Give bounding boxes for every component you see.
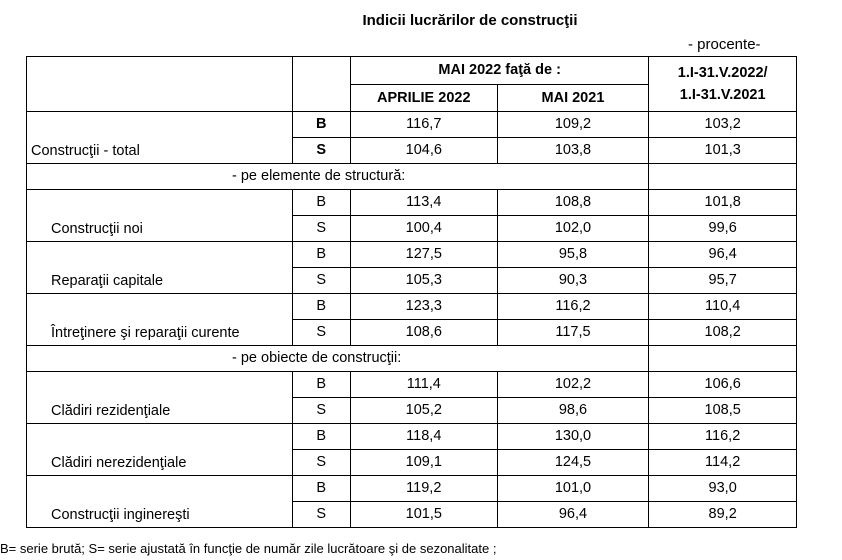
header-group-label: MAI 2022 faţă de :: [350, 57, 648, 85]
header-empty-label: [27, 57, 293, 112]
value-cell: 103,2: [649, 112, 797, 138]
series-type: S: [292, 450, 350, 476]
value-cell: 105,3: [350, 268, 497, 294]
value-cell: 111,4: [350, 372, 497, 398]
value-cell: 103,8: [497, 138, 649, 164]
table-row: [27, 242, 797, 268]
series-type: S: [292, 216, 350, 242]
row-label: Construcţii inginereşti: [27, 476, 293, 528]
footnote: B= serie brută; S= serie ajustată în funcţie de număr zile lucrătoare şi de sezonalitate ;: [0, 541, 497, 556]
value-cell: 127,5: [350, 242, 497, 268]
value-cell: 104,6: [350, 138, 497, 164]
series-type: S: [292, 502, 350, 528]
section-label: - pe elemente de structură:: [27, 164, 649, 190]
row-label: Reparaţii capitale: [27, 242, 293, 294]
value-cell: 106,6: [649, 372, 797, 398]
table-row: [27, 190, 797, 216]
value-cell: 101,0: [497, 476, 649, 502]
value-cell: 102,0: [497, 216, 649, 242]
indices-table: [26, 56, 797, 528]
value-cell: 117,5: [497, 320, 649, 346]
value-cell: 109,2: [497, 112, 649, 138]
series-type: B: [292, 294, 350, 320]
value-cell: 105,2: [350, 398, 497, 424]
value-cell: 108,2: [649, 320, 797, 346]
series-type: S: [292, 138, 350, 164]
header-col1: APRILIE 2022: [350, 85, 497, 112]
section-row: [27, 164, 797, 190]
header-col3: [649, 57, 797, 112]
series-type: B: [292, 372, 350, 398]
value-cell: 98,6: [497, 398, 649, 424]
value-cell: 118,4: [350, 424, 497, 450]
series-type: B: [292, 476, 350, 502]
table-row: [27, 476, 797, 502]
section-row: [27, 346, 797, 372]
series-type: B: [292, 190, 350, 216]
value-cell: 113,4: [350, 190, 497, 216]
row-label: Construcţii noi: [27, 190, 293, 242]
value-cell: 89,2: [649, 502, 797, 528]
value-cell: 116,2: [497, 294, 649, 320]
value-cell: 109,1: [350, 450, 497, 476]
row-label: Clădiri nerezidenţiale: [27, 424, 293, 476]
row-label: Clădiri rezidenţiale: [27, 372, 293, 424]
row-label: Întreţinere şi reparaţii curente: [27, 294, 293, 346]
series-type: B: [292, 242, 350, 268]
row-label: Construcţii - total: [27, 112, 293, 164]
section-empty: [649, 164, 797, 190]
series-type: S: [292, 268, 350, 294]
value-cell: 101,5: [350, 502, 497, 528]
value-cell: 108,5: [649, 398, 797, 424]
table-row: [27, 112, 797, 138]
value-cell: 95,8: [497, 242, 649, 268]
value-cell: 116,2: [649, 424, 797, 450]
series-type: S: [292, 398, 350, 424]
value-cell: 114,2: [649, 450, 797, 476]
value-cell: 96,4: [497, 502, 649, 528]
section-empty: [649, 346, 797, 372]
section-label: - pe obiecte de construcţii:: [27, 346, 649, 372]
page-title: Indicii lucrărilor de construcţii: [362, 12, 578, 29]
value-cell: 102,2: [497, 372, 649, 398]
value-cell: 110,4: [649, 294, 797, 320]
value-cell: 101,8: [649, 190, 797, 216]
value-cell: 90,3: [497, 268, 649, 294]
value-cell: 108,6: [350, 320, 497, 346]
value-cell: 96,4: [649, 242, 797, 268]
header-col3-line1: 1.I-31.V.2022/: [677, 65, 768, 81]
table-row: [27, 424, 797, 450]
unit-label: - procente-: [688, 36, 761, 53]
value-cell: 119,2: [350, 476, 497, 502]
value-cell: 100,4: [350, 216, 497, 242]
table-row: [27, 372, 797, 398]
value-cell: 101,3: [649, 138, 797, 164]
value-cell: 108,8: [497, 190, 649, 216]
series-type: S: [292, 320, 350, 346]
value-cell: 99,6: [649, 216, 797, 242]
series-type: B: [292, 424, 350, 450]
header-empty-type: [292, 57, 350, 112]
value-cell: 130,0: [497, 424, 649, 450]
table-row: [27, 294, 797, 320]
value-cell: 93,0: [649, 476, 797, 502]
value-cell: 95,7: [649, 268, 797, 294]
header-row-top: [27, 57, 797, 85]
value-cell: 124,5: [497, 450, 649, 476]
series-type: B: [292, 112, 350, 138]
value-cell: 123,3: [350, 294, 497, 320]
header-col2: MAI 2021: [497, 85, 649, 112]
value-cell: 116,7: [350, 112, 497, 138]
header-col3-line2: 1.I-31.V.2021: [679, 87, 766, 103]
